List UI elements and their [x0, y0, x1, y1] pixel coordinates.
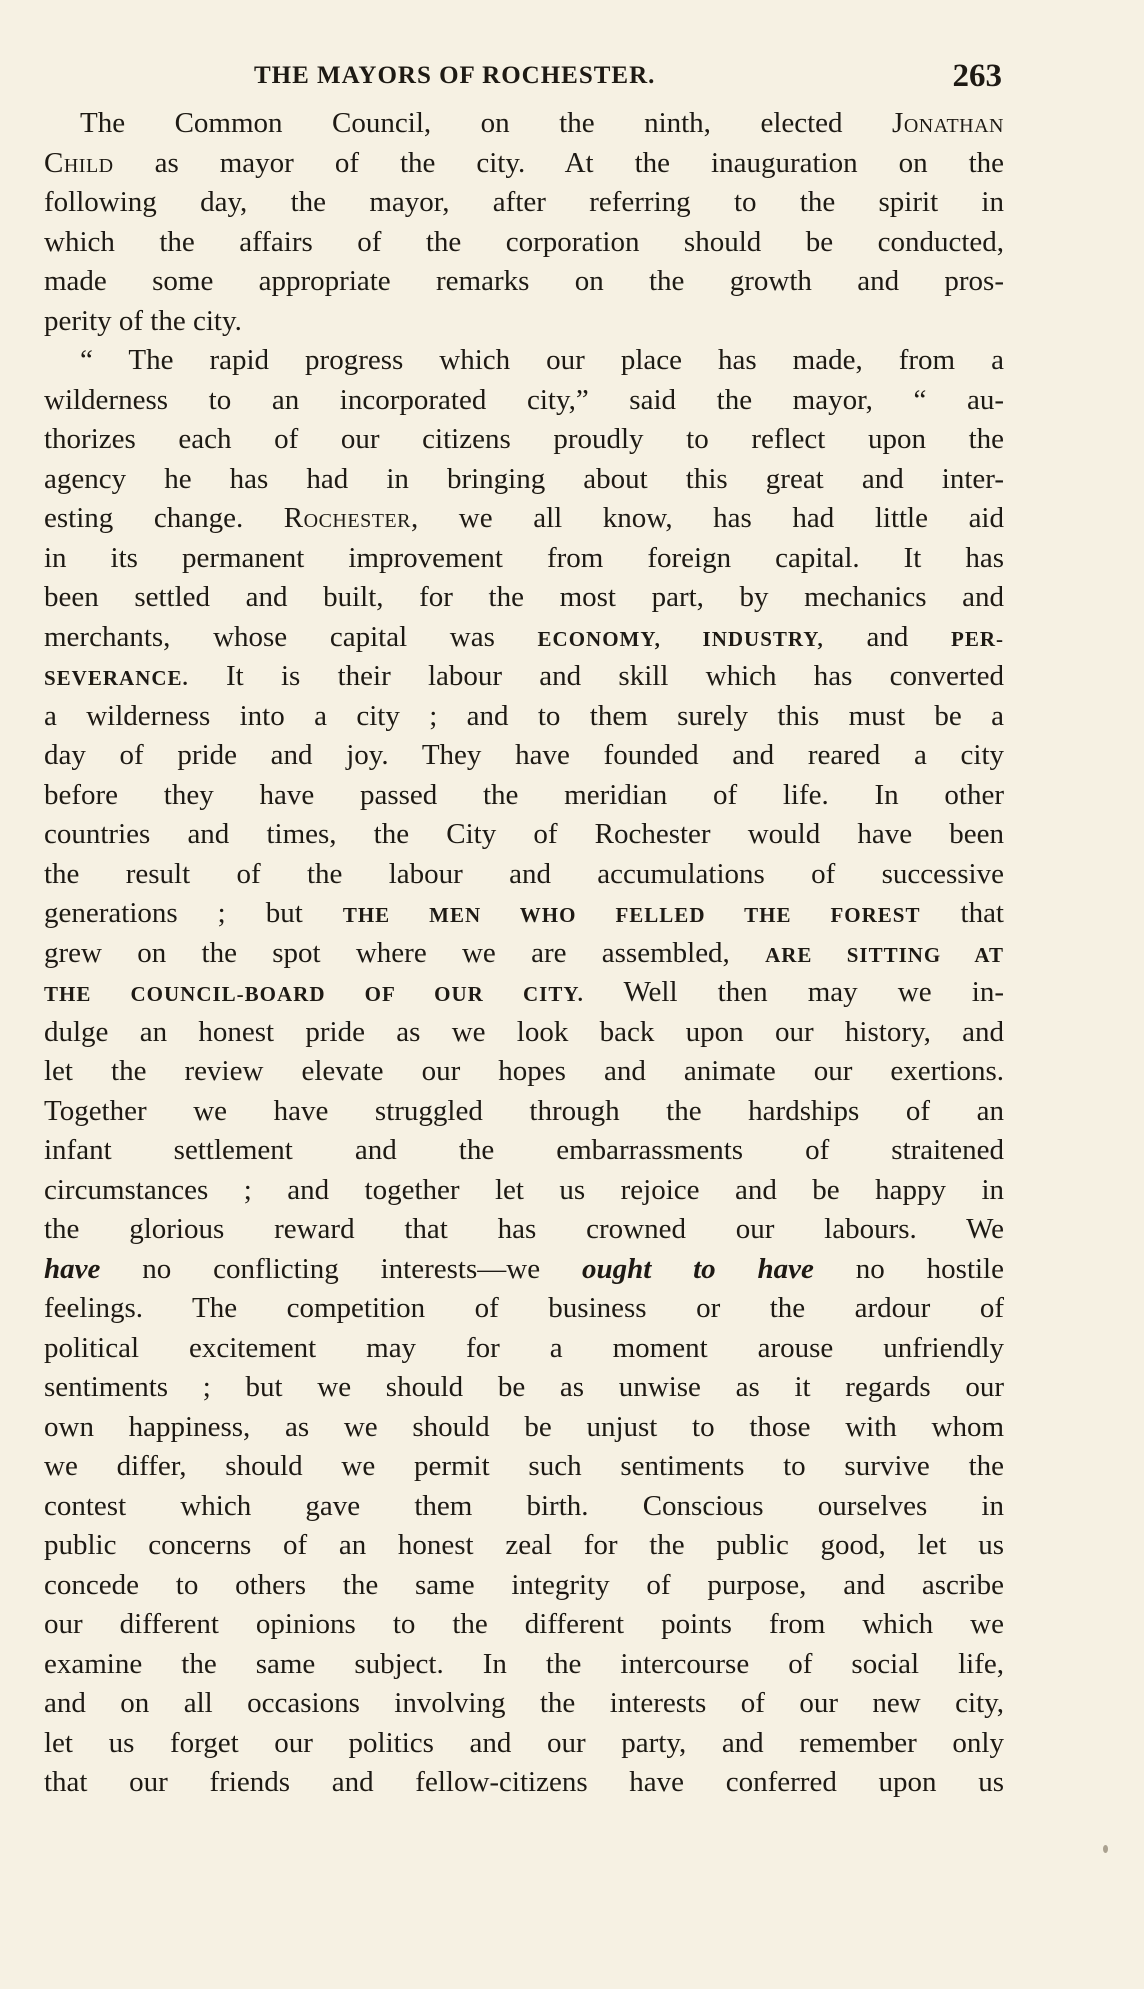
text-line	[44, 776, 1004, 816]
text-line	[44, 223, 1004, 263]
text-segment: Rochester	[283, 502, 411, 534]
text-segment: we differ, should we permit such sentiments to survive the	[44, 1450, 1004, 1482]
text-segment: no conflicting interests—we	[100, 1252, 582, 1285]
text-segment: perity of the city.	[44, 304, 242, 337]
running-head	[44, 58, 1002, 98]
text-segment: political excitement may for a moment arouse unfriendly	[44, 1331, 1004, 1364]
text-line	[44, 1368, 1004, 1408]
text-segment: grew on the spot where we are assembled,	[44, 936, 766, 969]
text-segment: day of pride and joy. They have founded and reared a city	[44, 739, 1004, 771]
text-line	[44, 1526, 1004, 1566]
text-segment: public concerns of an honest zeal for the public good, let us	[44, 1529, 1004, 1561]
text-segment: esting change.	[44, 502, 284, 534]
text-segment: a wilderness into a city ; and to them surely this must be a	[44, 699, 1004, 732]
text-segment: and on all occasions involving the interests of our new city,	[44, 1687, 1004, 1719]
text-segment: agency he has had in bringing about this great and inter-	[44, 462, 1004, 495]
text-segment: “ The rapid progress which our place has made, from a	[80, 344, 1004, 376]
text-line	[44, 1250, 1004, 1290]
text-segment: ECONOMY, INDUSTRY,	[537, 626, 824, 651]
paper-speck	[1103, 1845, 1108, 1853]
text-line	[44, 657, 1004, 697]
text-segment: no hostile	[813, 1252, 1004, 1285]
text-segment: The Common Council, on the ninth, elected	[80, 107, 893, 139]
text-line	[44, 1645, 1004, 1685]
text-line	[44, 855, 1004, 895]
text-line	[44, 1171, 1004, 1211]
text-line	[44, 1289, 1004, 1329]
text-segment: feelings. The competition of business or the ardour of	[44, 1292, 1004, 1324]
text-segment: have	[44, 1252, 101, 1285]
text-line	[44, 183, 1004, 223]
text-segment: ARE SITTING AT	[765, 942, 1004, 967]
text-segment: , we all know, has had little aid	[410, 502, 1004, 534]
text-line	[44, 420, 1004, 460]
text-line	[44, 539, 1004, 579]
text-line	[44, 460, 1004, 500]
text-segment: the result of the labour and accumulations of successive	[44, 857, 1004, 890]
text-line	[44, 499, 1004, 539]
text-segment: the glorious reward that has crowned our labours. We	[44, 1213, 1004, 1245]
text-line	[44, 262, 1004, 302]
text-line	[44, 815, 1004, 855]
text-segment: merchants, whose capital was	[44, 620, 538, 653]
running-head-title: THE MAYORS OF ROCHESTER.	[254, 62, 656, 89]
text-segment: following day, the mayor, after referring to the spirit in	[44, 186, 1004, 218]
text-line	[44, 302, 1004, 342]
text-segment: which the affairs of the corporation should be conducted,	[44, 225, 1004, 258]
text-segment: as mayor of the city. At the inauguration on the	[113, 146, 1004, 179]
text-segment: generations ; but	[44, 897, 343, 929]
text-segment: Together we have struggled through the hardships of an	[44, 1094, 1004, 1127]
text-segment: made some appropriate remarks on the growth and pros-	[44, 265, 1004, 297]
text-segment: PER-	[951, 626, 1004, 651]
text-segment: let the review elevate our hopes and animate our exertions.	[44, 1055, 1004, 1087]
text-line	[44, 1408, 1004, 1448]
text-segment: circumstances ; and together let us rejoice and be happy in	[44, 1173, 1004, 1206]
text-segment: concede to others the same integrity of purpose, and ascribe	[44, 1568, 1004, 1601]
text-line	[44, 1447, 1004, 1487]
text-line	[44, 618, 1004, 658]
text-segment: SEVERANCE.	[44, 666, 189, 690]
text-line	[44, 697, 1004, 737]
text-segment: ought to have	[581, 1252, 814, 1285]
text-line	[44, 973, 1004, 1013]
text-line	[44, 1329, 1004, 1369]
text-segment: our different opinions to the different points from which we	[44, 1608, 1004, 1640]
text-segment: thorizes each of our citizens proudly to reflect upon the	[44, 423, 1004, 455]
text-segment: before they have passed the meridian of life. In other	[44, 778, 1004, 811]
text-segment: and	[823, 620, 951, 653]
text-line	[44, 1052, 1004, 1092]
text-segment: THE MEN WHO FELLED THE FOREST	[342, 903, 921, 927]
text-segment: Well then may we in-	[583, 976, 1004, 1008]
text-line	[44, 144, 1004, 184]
text-line	[44, 578, 1004, 618]
text-line	[44, 934, 1004, 974]
text-segment: infant settlement and the embarrassments of straitened	[44, 1134, 1004, 1166]
text-line	[44, 1763, 1004, 1803]
text-segment: own happiness, as we should be unjust to those with whom	[44, 1410, 1004, 1443]
text-segment: sentiments ; but we should be as unwise as it regards our	[44, 1371, 1004, 1403]
text-segment: been settled and built, for the most part, by mechanics and	[44, 581, 1004, 613]
text-segment: dulge an honest pride as we look back upon our history, and	[44, 1015, 1004, 1048]
text-line	[44, 104, 1004, 144]
text-segment: It is their labour and skill which has converted	[188, 660, 1004, 692]
text-segment: Jonathan	[892, 107, 1004, 139]
text-segment: countries and times, the City of Rochester would have been	[44, 818, 1004, 850]
text-line	[44, 1566, 1004, 1606]
text-line	[44, 736, 1004, 776]
text-line	[44, 1092, 1004, 1132]
text-line	[44, 1684, 1004, 1724]
text-line	[44, 1210, 1004, 1250]
text-segment: examine the same subject. In the intercourse of social life,	[44, 1647, 1004, 1680]
page-number: 263	[952, 58, 1002, 94]
text-line	[44, 381, 1004, 421]
text-segment: wilderness to an incorporated city,” said the mayor, “ au-	[44, 383, 1004, 416]
text-line	[44, 1605, 1004, 1645]
text-line	[44, 1724, 1004, 1764]
text-segment: contest which gave them birth. Conscious ourselves in	[44, 1489, 1004, 1522]
text-line	[44, 1131, 1004, 1171]
text-segment: let us forget our politics and our party, and remember only	[44, 1726, 1004, 1759]
text-segment: Child	[44, 146, 114, 179]
text-line	[44, 341, 1004, 381]
text-segment: in its permanent improvement from foreign capital. It has	[44, 541, 1004, 574]
text-line	[44, 894, 1004, 934]
text-line	[44, 1487, 1004, 1527]
text-line	[44, 1013, 1004, 1053]
body-text	[44, 104, 1004, 1803]
text-segment: that	[920, 897, 1004, 929]
text-segment: that our friends and fellow-citizens have conferred upon us	[44, 1766, 1004, 1798]
text-segment: THE COUNCIL-BOARD OF OUR CITY.	[44, 982, 584, 1006]
